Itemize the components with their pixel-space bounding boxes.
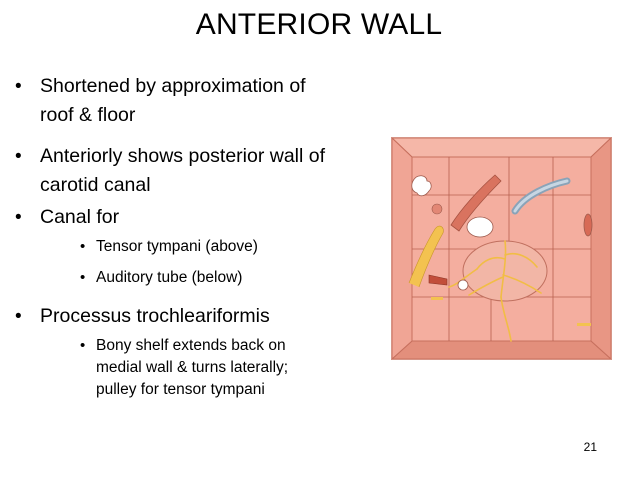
bullet-dot: • [80,238,86,255]
bullet-text: Anteriorly shows posterior wall of [40,145,326,167]
bullet-text: Canal for [40,206,120,228]
page-number: 21 [583,440,597,454]
bullet-text: Shortened by approximation of [40,75,306,97]
floor-mark [431,297,443,300]
small-structure [432,204,442,214]
bullet-text: carotid canal [40,174,151,196]
bullet-dot: • [80,269,86,286]
sub-bullet [80,267,243,289]
left-bevel [392,138,412,359]
middle-ear-diagram [391,137,612,360]
bullet-text: roof & floor [40,104,136,126]
white-oval [467,217,493,237]
bullet-4 [15,302,270,331]
bullet-2 [15,142,326,200]
floor-bevel [392,341,611,359]
bullet-dot: • [15,76,22,97]
bullet-text: Processus trochleariformis [40,305,270,327]
bullet-text: Tensor tympani (above) [96,238,258,255]
right-bevel [591,138,611,359]
bullet-text: pulley for tensor tympani [96,381,265,398]
bullet-text: medial wall & turns laterally; [96,359,289,376]
bullet-3 [15,203,120,232]
bullet-text: Auditory tube (below) [96,269,243,286]
floor-mark [577,323,591,326]
bullet-1 [15,72,306,130]
sub-bullet [80,236,258,258]
roof-bevel [392,138,611,157]
bullet-dot: • [15,146,22,167]
window-oval [584,214,592,236]
round-window [458,280,468,290]
bullet-dot: • [15,306,22,327]
bullet-dot: • [15,207,22,228]
bullet-text: Bony shelf extends back on [96,337,286,354]
bullet-dot: • [80,337,86,354]
slide-title: ANTERIOR WALL [195,8,443,41]
sub-bullet [80,335,289,401]
